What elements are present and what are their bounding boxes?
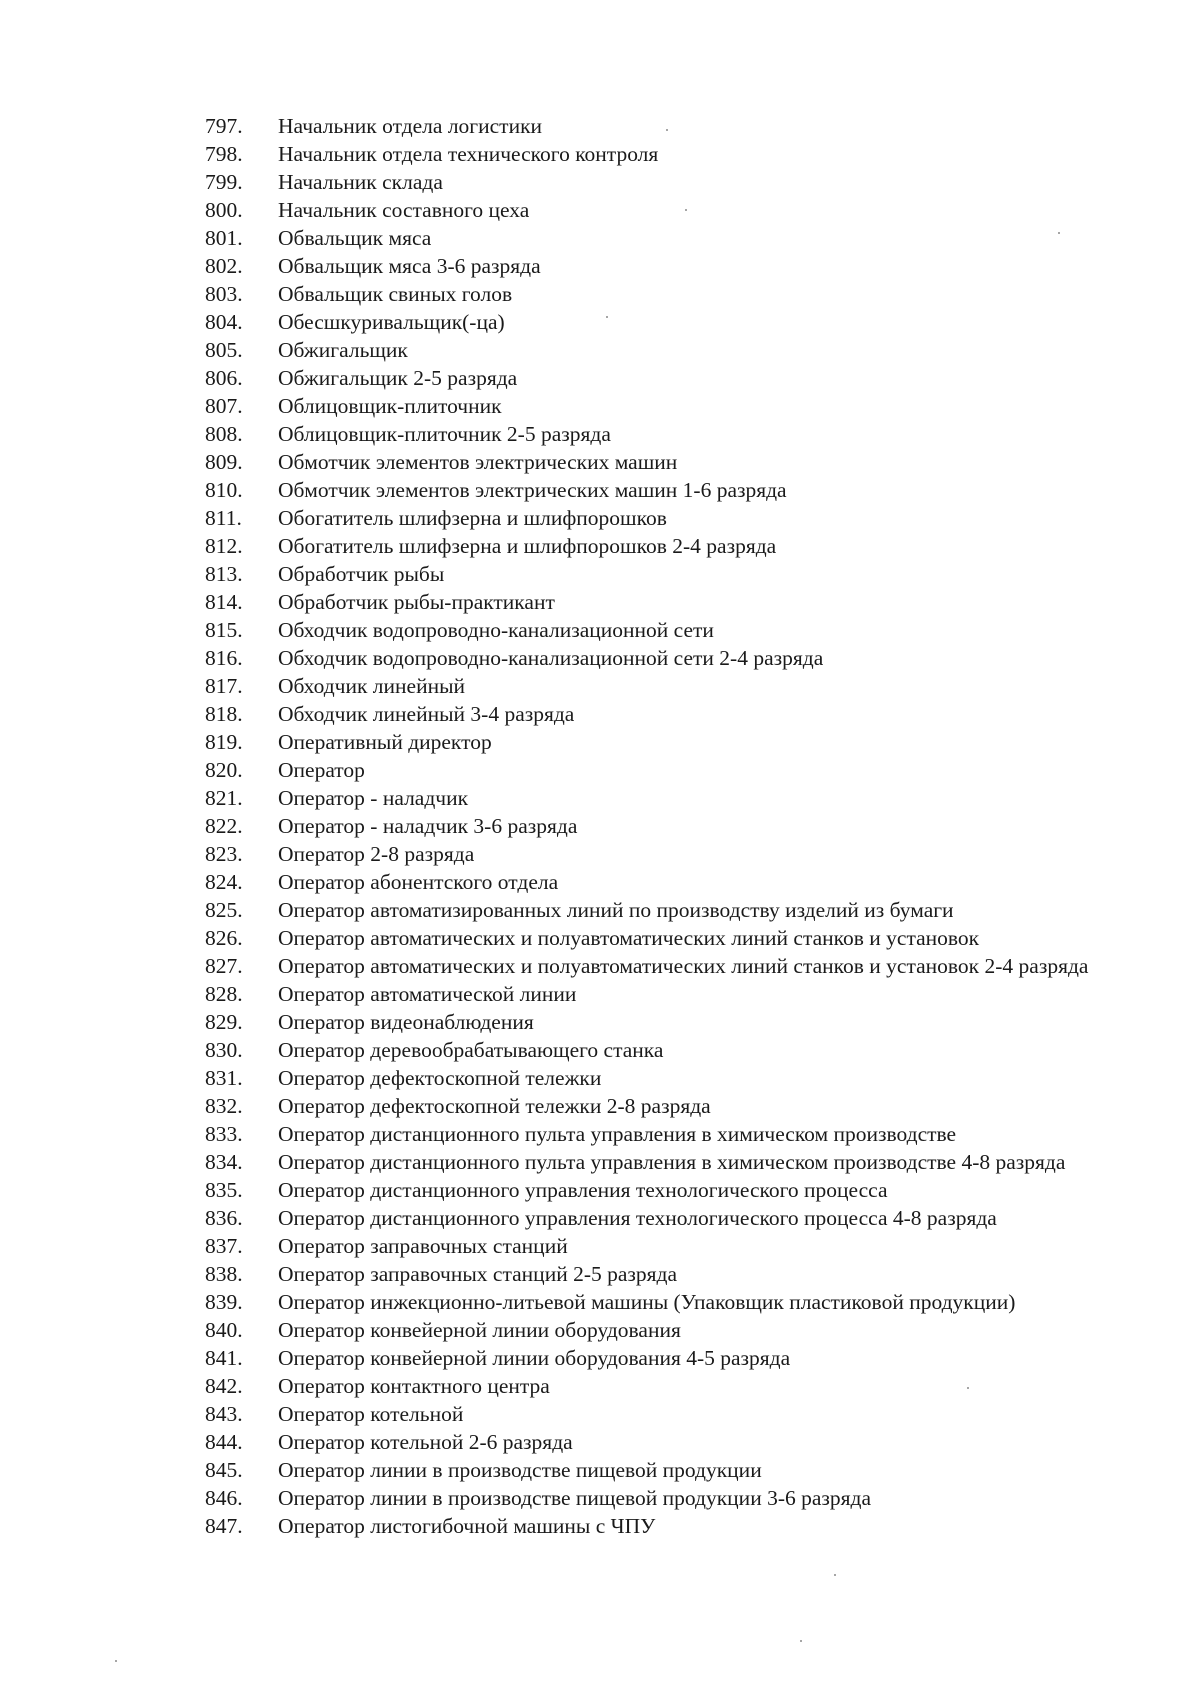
item-number: 834. — [205, 1150, 243, 1174]
item-number: 808. — [205, 422, 243, 446]
item-text: Оператор абонентского отдела — [278, 870, 559, 894]
scan-speck — [834, 1574, 836, 1576]
item-text: Оператор дистанционного управления технологического процесса — [278, 1178, 888, 1202]
item-text: Оператор — [278, 758, 365, 782]
scan-speck — [666, 129, 668, 131]
item-text: Оператор автоматической линии — [278, 982, 577, 1006]
list-item — [205, 1400, 1150, 1428]
item-number: 809. — [205, 450, 243, 474]
list-item — [205, 840, 1150, 868]
item-number: 838. — [205, 1262, 243, 1286]
list-item — [205, 1036, 1150, 1064]
list-item — [205, 980, 1150, 1008]
profession-list — [205, 112, 1150, 1540]
item-number: 825. — [205, 898, 243, 922]
list-item — [205, 1484, 1150, 1512]
item-number: 844. — [205, 1430, 243, 1454]
list-item — [205, 280, 1150, 308]
item-text: Обходчик водопроводно-канализационной сети — [278, 618, 714, 642]
item-number: 814. — [205, 590, 243, 614]
list-item — [205, 588, 1150, 616]
item-text: Обмотчик элементов электрических машин 1-6 разряда — [278, 478, 787, 502]
item-text: Обработчик рыбы — [278, 562, 445, 586]
item-number: 812. — [205, 534, 243, 558]
item-number: 835. — [205, 1178, 243, 1202]
item-number: 826. — [205, 926, 243, 950]
list-item — [205, 644, 1150, 672]
item-text: Оператор дистанционного пульта управления в химическом производстве — [278, 1122, 957, 1146]
item-number: 806. — [205, 366, 243, 390]
scan-speck — [685, 209, 687, 211]
item-number: 841. — [205, 1346, 243, 1370]
list-item — [205, 784, 1150, 812]
list-item — [205, 924, 1150, 952]
item-number: 829. — [205, 1010, 243, 1034]
list-item — [205, 1372, 1150, 1400]
list-item — [205, 616, 1150, 644]
item-number: 833. — [205, 1122, 243, 1146]
item-text: Оператор дефектоскопной тележки 2-8 разряда — [278, 1094, 711, 1118]
item-number: 804. — [205, 310, 243, 334]
scan-speck — [115, 1660, 117, 1662]
list-item — [205, 112, 1150, 140]
item-text: Оператор видеонаблюдения — [278, 1010, 534, 1034]
list-item — [205, 1428, 1150, 1456]
item-text: Обжигальщик 2-5 разряда — [278, 366, 518, 390]
list-item — [205, 1344, 1150, 1372]
item-number: 817. — [205, 674, 243, 698]
list-item — [205, 952, 1150, 980]
item-number: 839. — [205, 1290, 243, 1314]
item-number: 828. — [205, 982, 243, 1006]
list-item — [205, 308, 1150, 336]
list-item — [205, 168, 1150, 196]
item-number: 813. — [205, 562, 243, 586]
item-text: Оператор контактного центра — [278, 1374, 550, 1398]
item-text: Обогатитель шлифзерна и шлифпорошков — [278, 506, 667, 530]
list-item — [205, 532, 1150, 560]
item-number: 805. — [205, 338, 243, 362]
item-text: Оператор - наладчик — [278, 786, 469, 810]
list-item — [205, 700, 1150, 728]
item-number: 800. — [205, 198, 243, 222]
item-text: Облицовщик-плиточник — [278, 394, 502, 418]
list-item — [205, 756, 1150, 784]
item-number: 831. — [205, 1066, 243, 1090]
list-item — [205, 448, 1150, 476]
list-item — [205, 728, 1150, 756]
item-text: Оператор заправочных станций — [278, 1234, 568, 1258]
item-number: 816. — [205, 646, 243, 670]
item-text: Оперативный директор — [278, 730, 492, 754]
scan-speck — [606, 316, 608, 318]
scan-speck — [1058, 232, 1060, 234]
item-text: Обходчик водопроводно-канализационной сети 2-4 разряда — [278, 646, 824, 670]
list-item — [205, 140, 1150, 168]
item-text: Оператор листогибочной машины с ЧПУ — [278, 1514, 656, 1538]
item-text: Оператор котельной — [278, 1402, 464, 1426]
list-item — [205, 560, 1150, 588]
item-text: Начальник отдела логистики — [278, 114, 543, 138]
item-number: 811. — [205, 506, 242, 530]
item-number: 815. — [205, 618, 243, 642]
item-number: 845. — [205, 1458, 243, 1482]
item-text: Оператор 2-8 разряда — [278, 842, 475, 866]
item-text: Начальник отдела технического контроля — [278, 142, 659, 166]
item-text: Оператор дистанционного управления технологического процесса 4-8 разряда — [278, 1206, 997, 1230]
list-item — [205, 672, 1150, 700]
list-item — [205, 1008, 1150, 1036]
list-item — [205, 1288, 1150, 1316]
item-number: 821. — [205, 786, 243, 810]
item-number: 824. — [205, 870, 243, 894]
item-number: 799. — [205, 170, 243, 194]
list-item — [205, 1456, 1150, 1484]
list-item — [205, 1232, 1150, 1260]
item-text: Оператор линии в производстве пищевой продукции — [278, 1458, 762, 1482]
list-item — [205, 812, 1150, 840]
item-text: Облицовщик-плиточник 2-5 разряда — [278, 422, 611, 446]
item-number: 797. — [205, 114, 243, 138]
list-item — [205, 476, 1150, 504]
item-number: 830. — [205, 1038, 243, 1062]
item-text: Обвальщик свиных голов — [278, 282, 513, 306]
item-number: 846. — [205, 1486, 243, 1510]
item-number: 843. — [205, 1402, 243, 1426]
item-number: 798. — [205, 142, 243, 166]
item-number: 847. — [205, 1514, 243, 1538]
list-item — [205, 196, 1150, 224]
list-item — [205, 1092, 1150, 1120]
list-item — [205, 1176, 1150, 1204]
item-text: Обходчик линейный 3-4 разряда — [278, 702, 575, 726]
list-item — [205, 1316, 1150, 1344]
list-item — [205, 1204, 1150, 1232]
list-item — [205, 364, 1150, 392]
list-item — [205, 420, 1150, 448]
list-item — [205, 868, 1150, 896]
item-text: Оператор котельной 2-6 разряда — [278, 1430, 573, 1454]
list-item — [205, 896, 1150, 924]
item-text: Оператор - наладчик 3-6 разряда — [278, 814, 578, 838]
list-item — [205, 1064, 1150, 1092]
item-number: 801. — [205, 226, 243, 250]
item-number: 842. — [205, 1374, 243, 1398]
item-text: Обвальщик мяса — [278, 226, 432, 250]
item-number: 836. — [205, 1206, 243, 1230]
list-item — [205, 224, 1150, 252]
item-text: Начальник склада — [278, 170, 443, 194]
item-text: Обходчик линейный — [278, 674, 466, 698]
item-text: Оператор автоматических и полуавтоматических линий станков и установок 2-4 разряда — [278, 954, 1089, 978]
item-number: 803. — [205, 282, 243, 306]
item-number: 832. — [205, 1094, 243, 1118]
scan-speck — [967, 1387, 969, 1389]
item-text: Оператор деревообрабатывающего станка — [278, 1038, 664, 1062]
item-text: Оператор автоматизированных линий по производству изделий из бумаги — [278, 898, 954, 922]
list-item — [205, 1512, 1150, 1540]
item-number: 837. — [205, 1234, 243, 1258]
list-item — [205, 252, 1150, 280]
item-number: 823. — [205, 842, 243, 866]
item-number: 807. — [205, 394, 243, 418]
list-item — [205, 1148, 1150, 1176]
item-text: Обвальщик мяса 3-6 разряда — [278, 254, 541, 278]
list-item — [205, 336, 1150, 364]
item-number: 819. — [205, 730, 243, 754]
item-text: Оператор заправочных станций 2-5 разряда — [278, 1262, 678, 1286]
item-text: Оператор линии в производстве пищевой продукции 3-6 разряда — [278, 1486, 872, 1510]
item-text: Оператор дистанционного пульта управления в химическом производстве 4-8 разряда — [278, 1150, 1066, 1174]
item-number: 802. — [205, 254, 243, 278]
item-number: 827. — [205, 954, 243, 978]
item-text: Обесшкуривальщик(-ца) — [278, 310, 505, 334]
item-text: Оператор инжекционно-литьевой машины (Упаковщик пластиковой продукции) — [278, 1290, 1016, 1314]
item-text: Обогатитель шлифзерна и шлифпорошков 2-4 разряда — [278, 534, 777, 558]
item-number: 818. — [205, 702, 243, 726]
list-item — [205, 1260, 1150, 1288]
item-number: 840. — [205, 1318, 243, 1342]
list-item — [205, 504, 1150, 532]
item-text: Обжигальщик — [278, 338, 408, 362]
item-text: Оператор дефектоскопной тележки — [278, 1066, 602, 1090]
list-item — [205, 392, 1150, 420]
item-text: Оператор конвейерной линии оборудования 4-5 разряда — [278, 1346, 791, 1370]
item-text: Оператор автоматических и полуавтоматических линий станков и установок — [278, 926, 980, 950]
item-text: Начальник составного цеха — [278, 198, 530, 222]
item-number: 822. — [205, 814, 243, 838]
item-text: Обмотчик элементов электрических машин — [278, 450, 678, 474]
item-number: 810. — [205, 478, 243, 502]
item-text: Оператор конвейерной линии оборудования — [278, 1318, 681, 1342]
scan-speck — [800, 1640, 802, 1642]
item-text: Обработчик рыбы-практикант — [278, 590, 555, 614]
list-item — [205, 1120, 1150, 1148]
item-number: 820. — [205, 758, 243, 782]
